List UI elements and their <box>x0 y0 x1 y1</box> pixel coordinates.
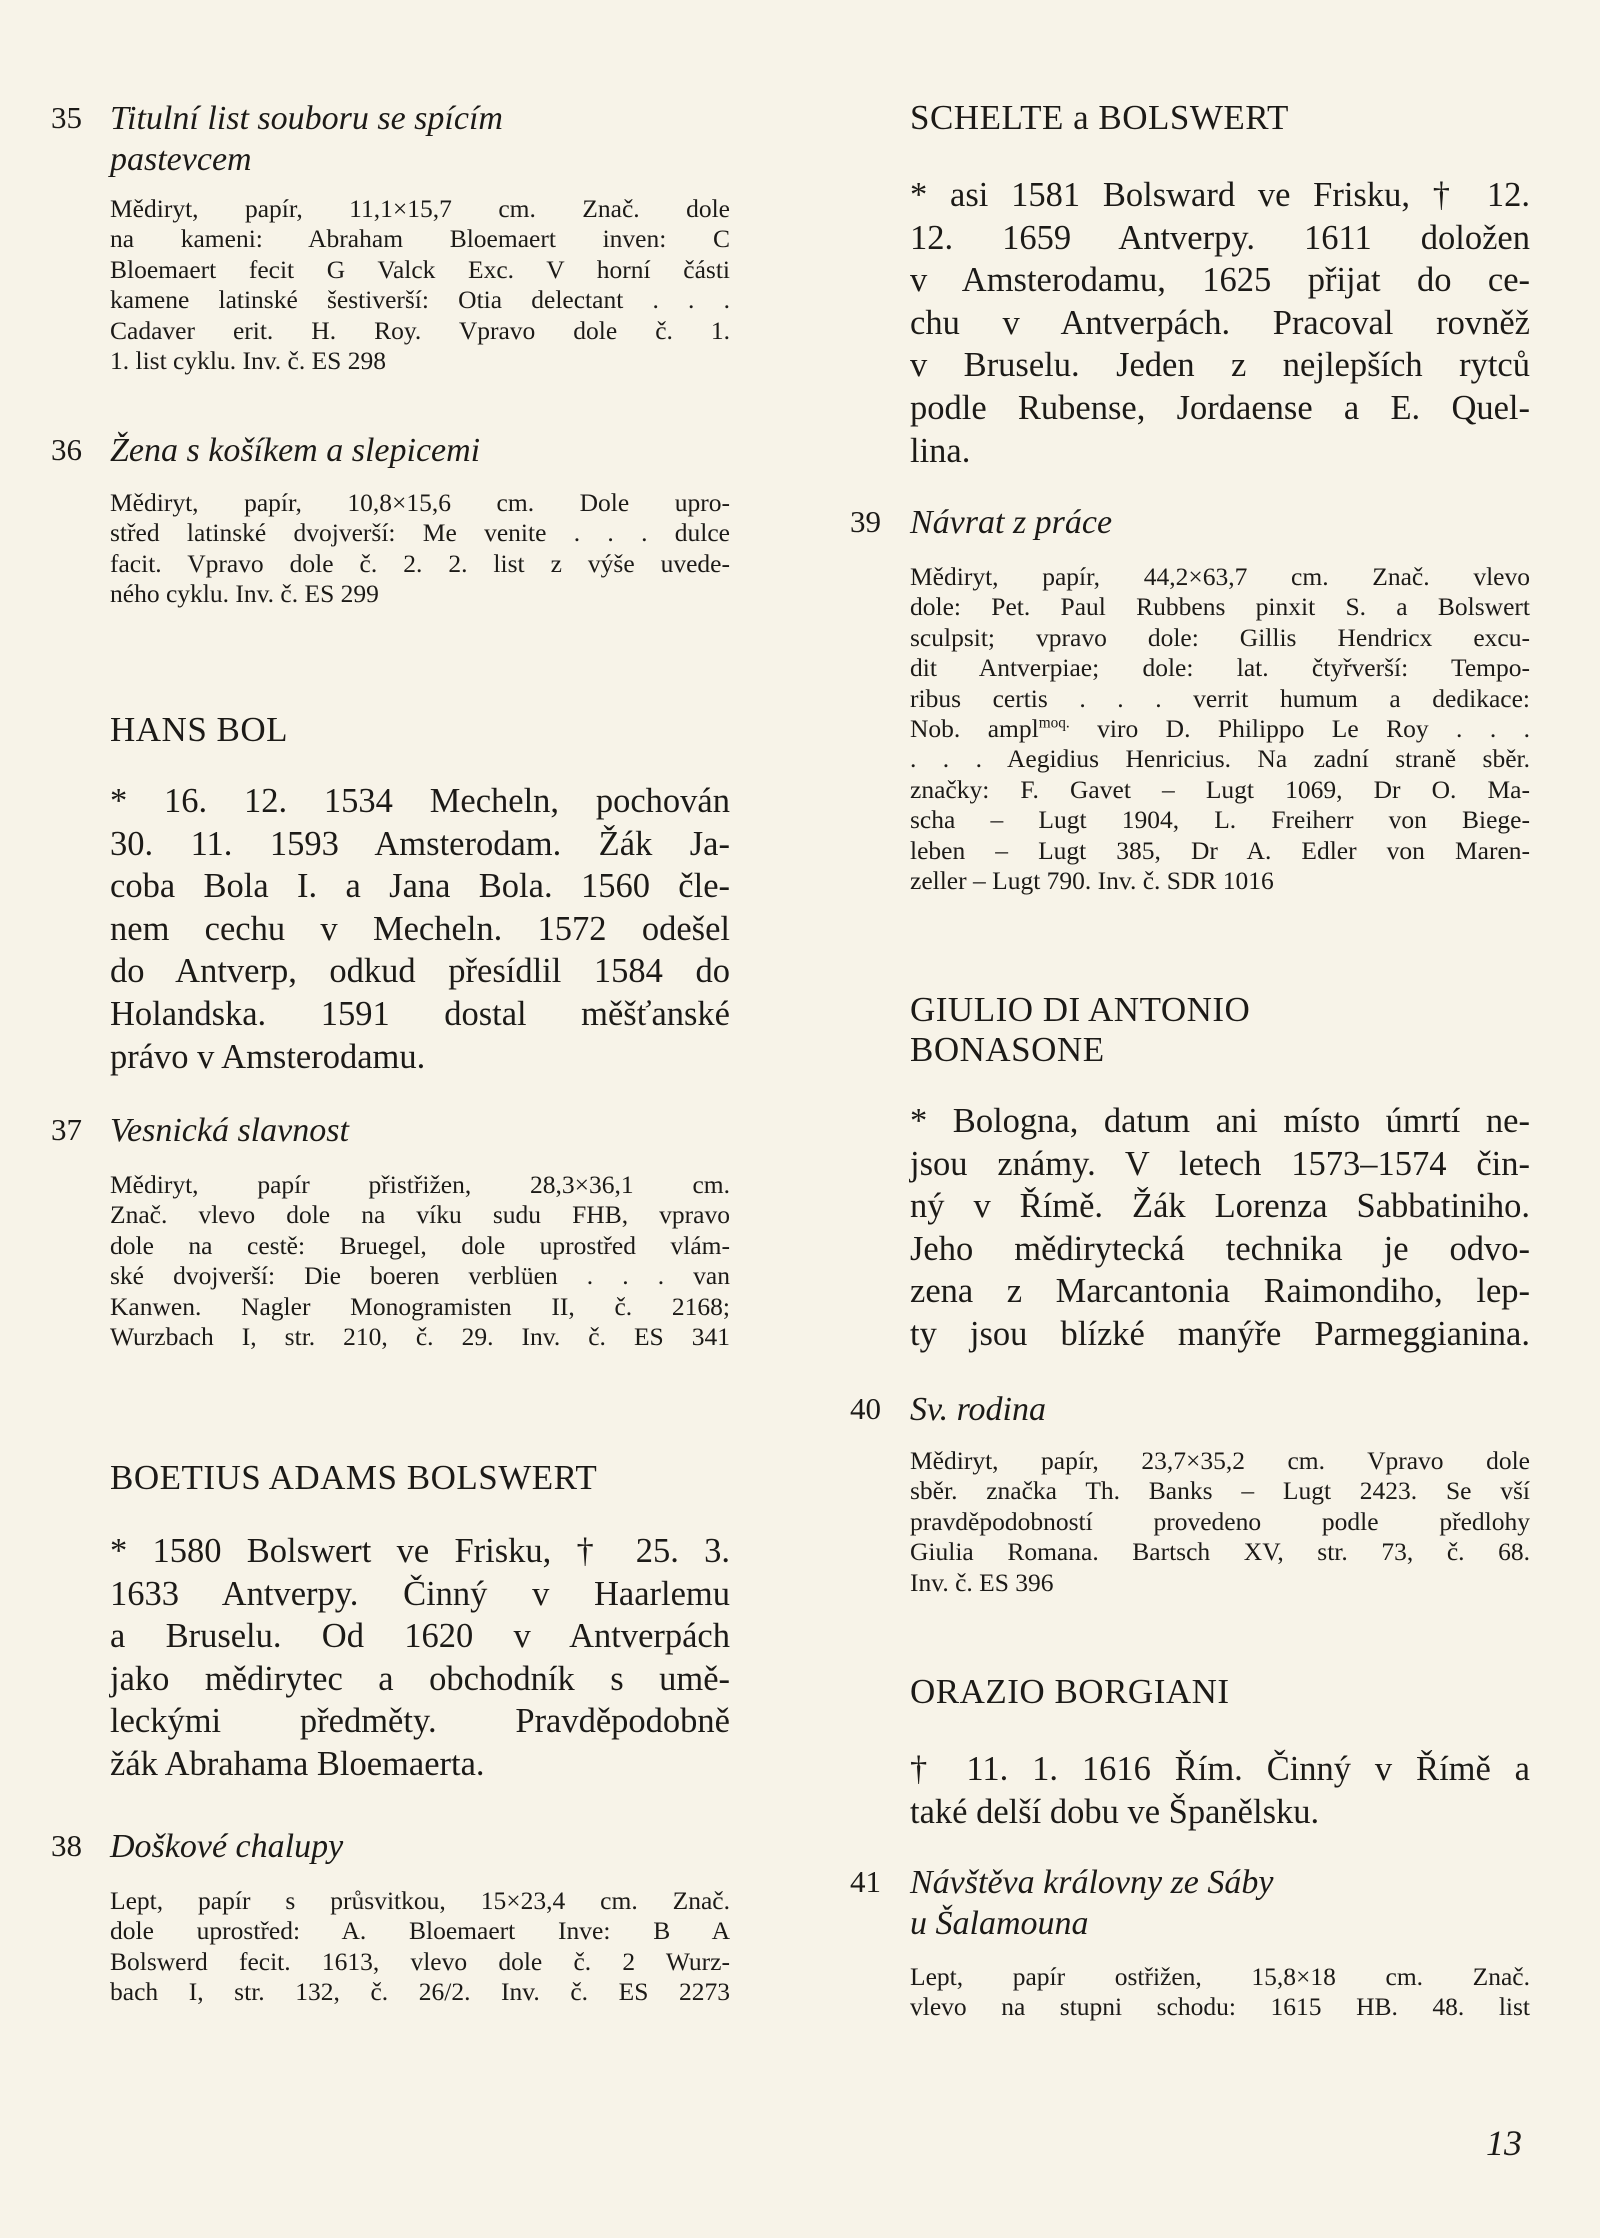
entry-40-description: Mědiryt, papír, 23,7×35,2 cm. Vpravo dole sběr. značka Th. Banks – Lugt 2423. Se vší pravděpodobností provedeno podle předlohy Giulia Romana. Bartsch XV, str. 73, č. 68. Inv. č. ES 396 <box>910 1446 1530 1597</box>
artist-bio-hans-bol: * 16. 12. 1534 Mecheln, pochován 30. 11. 1593 Amsterodam. Žák Ja- coba Bola I. a Jana Bola. 1560 čle- nem cechu v Mecheln. 1572 odešel do Antverp, odkud přesídlil 1584 do Holandska. 1591 dostal měšťanské právo v Amsterodamu. <box>110 782 730 1076</box>
artist-name-boetius-adams-bolswert: BOETIUS ADAMS BOLSWERT <box>110 1458 598 1497</box>
entry-35-number: 35 <box>51 100 82 135</box>
artist-bio-orazio-borgiani: † 11. 1. 1616 Řím. Činný v Římě a také delší dobu ve Španělsku. <box>910 1750 1530 1831</box>
entry-41-title: Návštěva královny ze Sáby u Šalamouna <box>910 1864 1274 1942</box>
entry-39-number: 39 <box>850 504 881 539</box>
artist-name-schelte-a-bolswert: SCHELTE a BOLSWERT <box>910 98 1289 137</box>
entry-35-description: Mědiryt, papír, 11,1×15,7 cm. Znač. dole na kameni: Abraham Bloemaert inven: C Bloemaert fecit G Valck Exc. V horní části kamene latinské šestiverší: Otia delectant . . . Cadaver erit. H. Roy. Vpravo dole č. 1. 1. list cyklu. Inv. č. ES 298 <box>110 194 730 376</box>
entry-38-description: Lept, papír s průsvitkou, 15×23,4 cm. Znač. dole uprostřed: A. Bloemaert Inve: B A Bolswerd fecit. 1613, vlevo dole č. 2 Wurz- bach I, str. 132, č. 26/2. Inv. č. ES 2273 <box>110 1886 730 2007</box>
entry-41-number: 41 <box>850 1864 881 1899</box>
entry-37-number: 37 <box>51 1112 82 1147</box>
entry-38-number: 38 <box>51 1828 82 1863</box>
entry-37-title: Vesnická slavnost <box>110 1112 349 1149</box>
artist-bio-schelte-a-bolswert: * asi 1581 Bolsward ve Frisku, † 12. 12. 1659 Antverpy. 1611 doložen v Amsterodamu, 1625 přijat do ce- chu v Antverpách. Pracoval rovněž v Bruselu. Jeden z nejlepších rytců podle Rubense, Jordaense a E. Quel- lina. <box>910 176 1530 470</box>
entry-39-title: Návrat z práce <box>910 504 1113 541</box>
artist-bio-boetius-adams-bolswert: * 1580 Bolswert ve Frisku, † 25. 3. 1633 Antverpy. Činný v Haarlemu a Bruselu. Od 1620 v Antverpách jako mědirytec a obchodník s umě- leckými předměty. Pravděpodobně žák Abrahama Bloemaerta. <box>110 1532 730 1783</box>
entry-38-title: Doškové chalupy <box>110 1828 344 1865</box>
entry-36-title: Žena s košíkem a slepicemi <box>110 432 481 469</box>
entry-40-title: Sv. rodina <box>910 1391 1046 1428</box>
artist-bio-giulio-di-antonio-bonasone: * Bologna, datum ani místo úmrtí ne- jsou známy. V letech 1573–1574 čin- ný v Římě. Žák Lorenza Sabbatiniho. Jeho mědirytecká technika je odvo- zena z Marcantonia Raimondiho, lep- ty jsou blízké manýře Parmeggianina. <box>910 1102 1530 1353</box>
artist-name-hans-bol: HANS BOL <box>110 710 289 749</box>
artist-name-orazio-borgiani: ORAZIO BORGIANI <box>910 1672 1230 1711</box>
entry-36-description: Mědiryt, papír, 10,8×15,6 cm. Dole upro- střed latinské dvojverší: Me venite . . . dulce facit. Vpravo dole č. 2. 2. list z výše uvede- ného cyklu. Inv. č. ES 299 <box>110 488 730 609</box>
artist-name-giulio-di-antonio-bonasone: GIULIO DI ANTONIO BONASONE <box>910 990 1251 1069</box>
entry-37-description: Mědiryt, papír přistřižen, 28,3×36,1 cm. Znač. vlevo dole na víku sudu FHB, vpravo dole na cestě: Bruegel, dole uprostřed vlám- ské dvojverší: Die boeren verblüen . . . van Kanwen. Nagler Monogramisten II, č. 2168; Wurzbach I, str. 210, č. 29. Inv. č. ES 341 <box>110 1170 730 1352</box>
entry-36-number: 36 <box>51 432 82 467</box>
entry-39-description: Mědiryt, papír, 44,2×63,7 cm. Znač. vlevo dole: Pet. Paul Rubbens pinxit S. a Bolswert sculpsit; vpravo dole: Gillis Hendricx excu- dit Antverpiae; dole: lat. čtyřverší: Tempo- ribus certis . . . verrit humum a dedikace: Nob. ampl$^{moq.}$ viro D. Philippo Le Roy . . . . . . Aegidius Henricius. Na zadní straně sběr. značky: F. Gavet – Lugt 1069, Dr O. Ma- scha – Lugt 1904, L. Freiherr von Biege- leben – Lugt 385, Dr A. Edler von Maren- zeller – Lugt 790. Inv. č. SDR 1016 <box>910 562 1530 896</box>
page-number: 13 <box>1486 2123 1522 2163</box>
entry-35-title: Titulní list souboru se spícím pastevcem <box>110 100 503 178</box>
entry-41-description: Lept, papír ostřižen, 15,8×18 cm. Znač. vlevo na stupni schodu: 1615 HB. 48. list <box>910 1962 1530 2022</box>
entry-40-number: 40 <box>850 1391 881 1426</box>
